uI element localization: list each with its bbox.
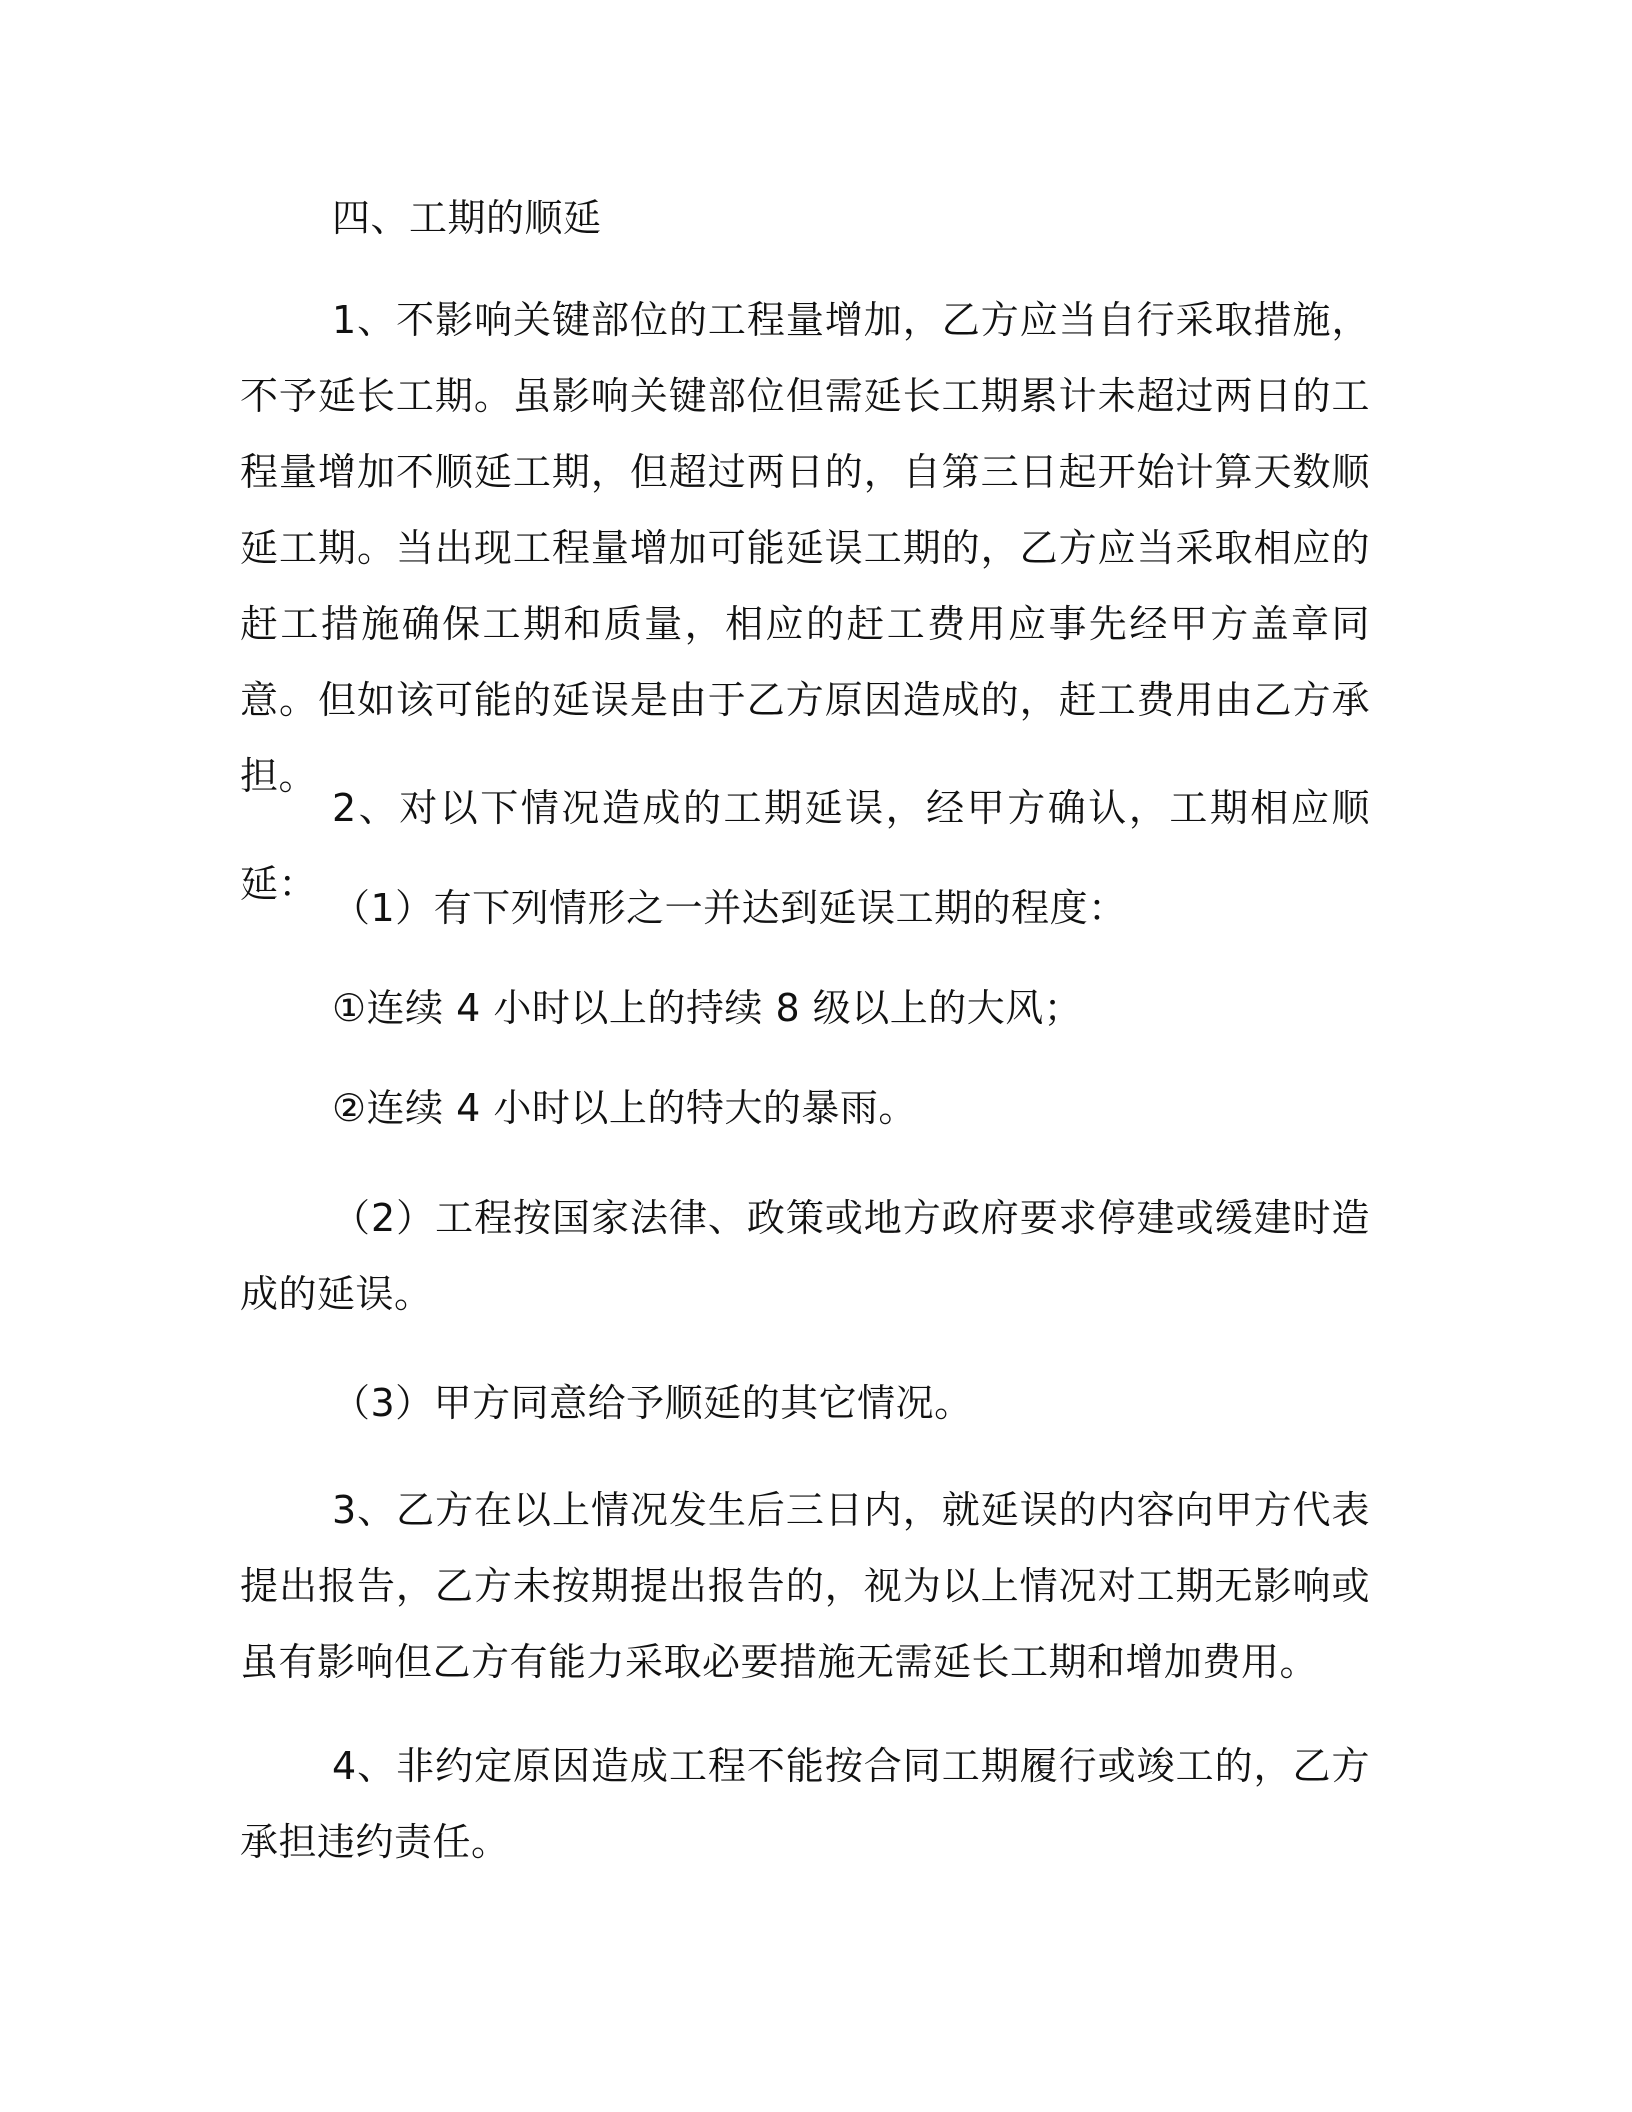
- clause-1: 1、不影响关键部位的工程量增加，乙方应当自行采取措施，不予延长工期。虽影响关键部位但需延长工期累计未超过两日的工程量增加不顺延工期，但超过两日的，自第三日起开始计算天数顺延工期。当出现工程量增加可能延误工期的，乙方应当采取相应的赶工措施确保工期和质量，相应的赶工费用应事先经甲方盖章同意。但如该可能的延误是由于乙方原因造成的，赶工费用由乙方承担。: [240, 298, 1370, 798]
- clause-2-item-1-a: ①连续 4 小时以上的持续 8 级以上的大风；: [332, 986, 1083, 1030]
- clause-2-item-3: （3）甲方同意给予顺延的其它情况。: [332, 1381, 973, 1425]
- clause-2-item-1-b: ②连续 4 小时以上的特大的暴雨。: [332, 1086, 917, 1130]
- clause-4: 4、非约定原因造成工程不能按合同工期履行或竣工的，乙方承担违约责任。: [240, 1744, 1370, 1864]
- clause-2-item-2: （2）工程按国家法律、政策或地方政府要求停建或缓建时造成的延误。: [240, 1196, 1370, 1316]
- clause-2-item-1: （1）有下列情形之一并达到延误工期的程度：: [332, 886, 1127, 930]
- clause-2: 2、对以下情况造成的工期延误，经甲方确认，工期相应顺延：: [240, 786, 1370, 906]
- section-heading: 四、工期的顺延: [332, 196, 602, 240]
- clause-3: 3、乙方在以上情况发生后三日内，就延误的内容向甲方代表提出报告，乙方未按期提出报告的，视为以上情况对工期无影响或虽有影响但乙方有能力采取必要措施无需延长工期和增加费用。: [240, 1488, 1370, 1684]
